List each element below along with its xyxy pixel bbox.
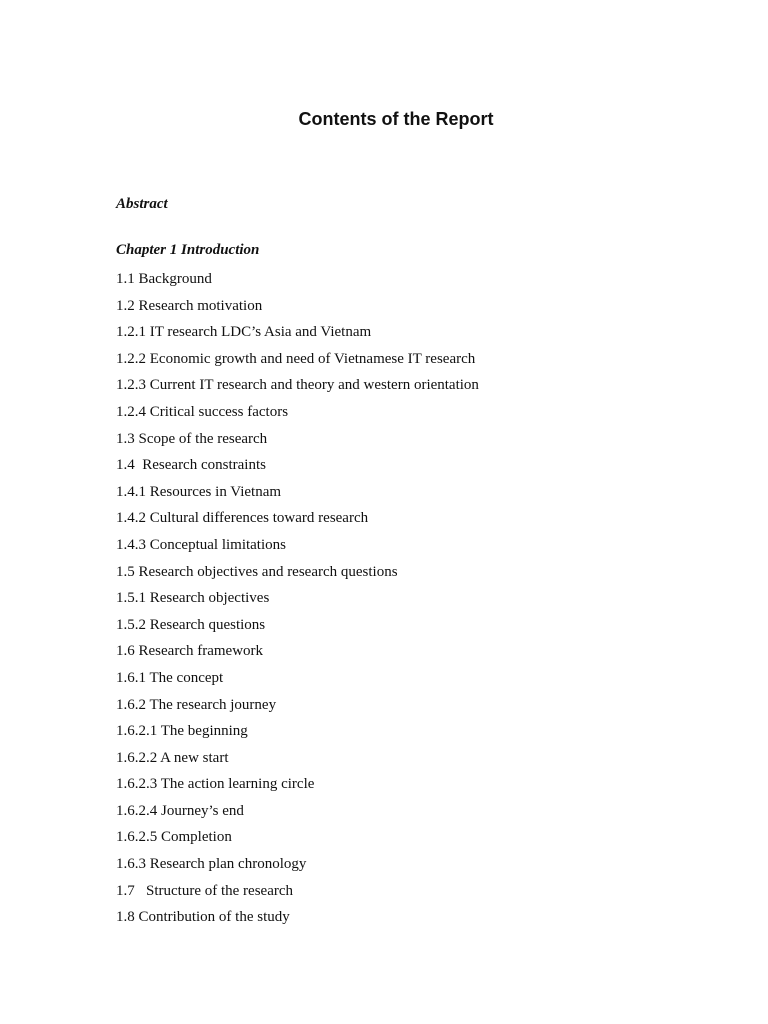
toc-entry: 1.4 Research constraints (116, 457, 266, 474)
toc-entry: 1.2.2 Economic growth and need of Vietnamese IT research (116, 350, 476, 367)
toc-entry: 1.2.1 IT research LDC’s Asia and Vietnam (116, 324, 372, 341)
toc-entry: 1.6.2.1 The beginning (116, 723, 248, 740)
toc-entry: 1.2.4 Critical success factors (116, 403, 289, 420)
toc-entry: 1.6.3 Research plan chronology (116, 856, 307, 873)
toc-entry: 1.2.3 Current IT research and theory and western orientation (116, 377, 479, 394)
toc-entry: 1.6.2.4 Journey’s end (116, 802, 244, 819)
abstract-heading: Abstract (116, 196, 168, 212)
toc-entry: 1.5 Research objectives and research questions (116, 563, 398, 580)
toc-entry: 1.6.2.2 A new start (116, 749, 229, 766)
toc-entry: 1.5.1 Research objectives (116, 590, 270, 607)
toc-entry: 1.6.1 The concept (116, 669, 224, 686)
toc-entry: 1.2 Research motivation (116, 297, 263, 314)
toc-entry: 1.5.2 Research questions (116, 616, 266, 633)
toc-entry: 1.4.2 Cultural differences toward research (116, 510, 369, 527)
toc-entry: 1.6.2.3 The action learning circle (116, 776, 315, 793)
toc-entry: 1.4.1 Resources in Vietnam (116, 483, 282, 500)
toc-entry: 1.4.3 Conceptual limitations (116, 536, 286, 553)
toc-entry: 1.1 Background (116, 271, 212, 287)
toc-entry: 1.7 Structure of the research (116, 882, 294, 899)
toc-list (116, 269, 479, 934)
toc-entry: 1.3 Scope of the research (116, 430, 268, 447)
page-title: Contents of the Report (298, 109, 494, 129)
toc-entry: 1.8 Contribution of the study (116, 909, 290, 926)
toc-entry: 1.6.2 The research journey (116, 696, 277, 713)
toc-entry: 1.6.2.5 Completion (116, 829, 232, 846)
toc-entry: 1.6 Research framework (116, 643, 264, 660)
chapter-heading: Chapter 1 Introduction (116, 242, 260, 258)
